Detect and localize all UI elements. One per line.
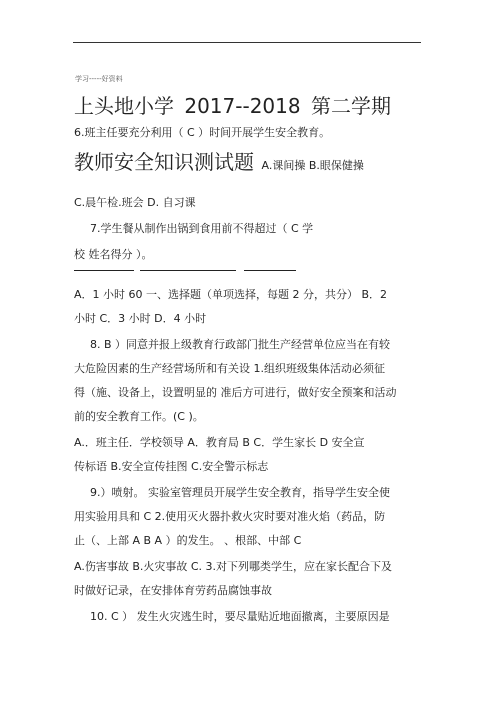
name-underline	[140, 270, 236, 271]
score-underline	[244, 270, 296, 271]
exam-subtitle-line	[74, 150, 364, 174]
question-8: 8. B ）同意并报上级教育行政部门批生产经营单位应当在有较	[90, 338, 391, 351]
question-10: 10. C ） 发生火灾逃生时，要尽量贴近地面撤离，主要原因是	[90, 610, 390, 623]
question-8-cont-1: 大危险因素的生产经营场所和有关设 1.组织班级集体活动必须征	[74, 362, 385, 375]
q6-options-cd: C.晨午检.班会 D. 自习课	[74, 196, 196, 209]
title-term: 第二学期	[310, 94, 391, 118]
q6-options-ab: A.课间操 B.眼保健操	[261, 159, 364, 172]
question-9-cont-1: 用实验用具和 C 2.使用灭火器扑救火灾时要对准火焰（药品，防	[74, 510, 386, 523]
exam-subtitle: 教师安全知识测试题	[74, 150, 254, 174]
question-8-cont-3: 前的安全教育工作。(C )。	[74, 410, 204, 423]
question-8-cont-2: 得（施、设备上，设置明显的 准后方可进行，做好安全预案和活动	[74, 386, 397, 399]
q7-options-bcd: 小时 C．3 小时 D．4 小时	[74, 312, 207, 325]
school-underline	[74, 270, 134, 271]
question-9-cont-2: 止（、上部 A B A ）的发生。 、根部、中部 C	[74, 534, 302, 547]
q8-options-cont: 传标语 B.安全宣传挂图 C.安全警示标志	[74, 460, 269, 473]
header-note: 学习-----好资料	[75, 75, 123, 83]
title-school: 上头地小学	[74, 94, 174, 118]
question-6: 6.班主任要充分利用（ C ）时间开展学生安全教育。	[74, 126, 331, 139]
info-row: 校 姓名得分 ）。	[74, 248, 153, 261]
exam-title-line	[74, 94, 391, 118]
title-year: 2017--2018	[184, 94, 301, 118]
q9-options-cont: 时做好记录，在安排体育劳药品腐蚀事故	[74, 584, 272, 597]
q8-options: A.．班主任．学校领导 A．教育局 B C．学生家长 D 安全宣	[74, 436, 365, 449]
q9-options: A.伤害事故 B.火灾事故 C. 3.对下列哪类学生，应在家长配合下及	[74, 560, 393, 573]
question-7: 7.学生餐从制作出锅到食用前不得超过（ C 学	[90, 222, 314, 235]
q7-options-a: A．1 小时 60 一、选择题（单项选择，每题 2 分，共分） B．2	[74, 288, 388, 301]
question-9: 9.）喷射。 实验室管理员开展学生安全教育，指导学生安全使	[90, 486, 390, 499]
top-rule	[73, 42, 421, 43]
